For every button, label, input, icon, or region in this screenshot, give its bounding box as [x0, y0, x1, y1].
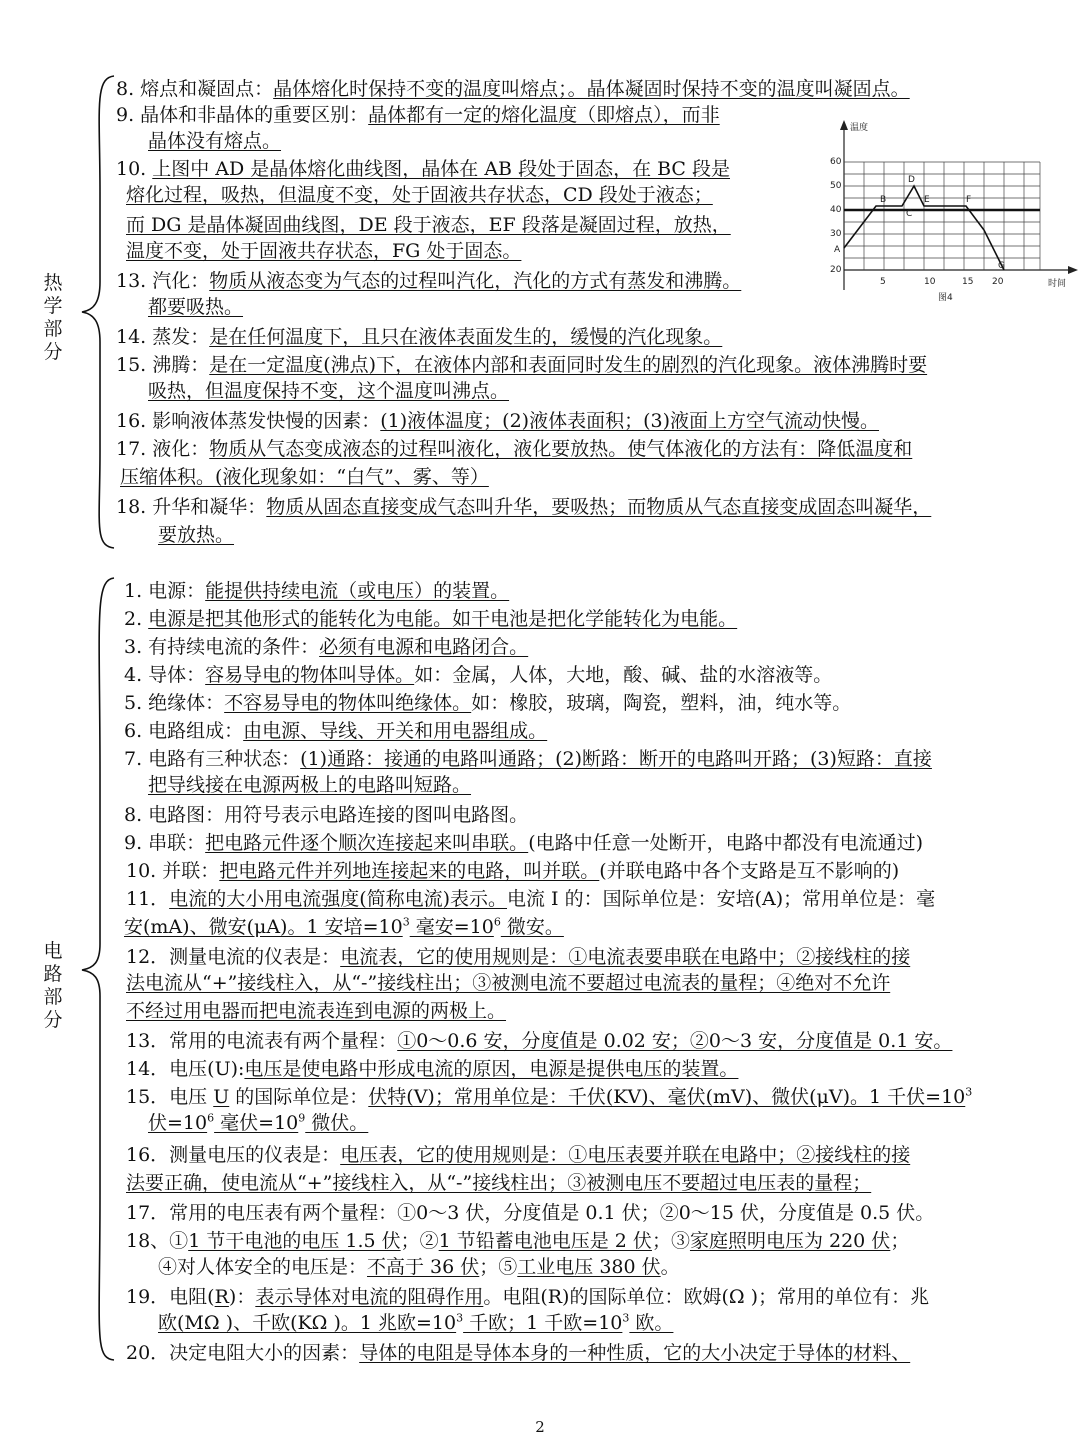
graph-y-tick: 50 [830, 181, 842, 191]
graph-caption: 图4 [938, 293, 953, 303]
text-line [124, 634, 528, 660]
text-line [124, 578, 509, 604]
graph-point-label: D [908, 175, 915, 185]
text-line [148, 294, 243, 320]
text-run: 微安。 [500, 916, 564, 938]
graph-y-tick: 40 [830, 205, 842, 215]
text-run: R [214, 1286, 229, 1308]
line-text: 电流 I 的：国际单位是：安培(A)；常用单位是：毫 [507, 888, 936, 910]
text-line [126, 212, 731, 238]
text-line [116, 268, 741, 294]
graph-point-label: F [966, 195, 972, 205]
line-label: 3. 有持续电流的条件： [124, 636, 320, 658]
line-underlined: 把导线接在电源两极上的电路叫短路。 [148, 774, 472, 796]
line-label: 2. [124, 608, 149, 630]
text-line [116, 494, 931, 520]
line-label: 20．决定电阻大小的因素： [126, 1342, 360, 1364]
line-underlined: 电压是使电路中形成电流的原因，电源是提供电压的装置。 [244, 1058, 739, 1080]
line-text: 如：橡胶，玻璃，陶瓷，塑料，油，纯水等。 [471, 692, 852, 714]
line-underlined: 导体的电阻是导体本身的一种性质，它的大小决定于导体的材料、 [359, 1342, 911, 1364]
text-run: 。电阻(R)的国际单位：欧姆(Ω )；常用的单位有：兆 [483, 1286, 930, 1308]
text-line [148, 378, 509, 404]
line-underlined: 不容易导电的物体叫绝缘体。 [224, 692, 472, 714]
line-underlined: 压缩体积。(液化现象如：“白气”、雾、等） [120, 466, 489, 488]
graph-y-tick: 60 [830, 157, 842, 167]
line-label: 13．常用的电流表有两个量程： [126, 1030, 398, 1052]
line-label: 16. 影响液体蒸发快慢的因素： [116, 410, 381, 432]
text-line [158, 1254, 680, 1280]
text-run: 伏=10 [148, 1112, 208, 1134]
line-underlined: 必须有电源和电路闭合。 [319, 636, 529, 658]
line-underlined: 吸热，但温度保持不变，这个温度叫沸点。 [148, 380, 510, 402]
thermal-side-label: 热 学 部 分 [43, 272, 63, 363]
graph-y-label: 温度 [850, 123, 869, 133]
line-text: (并联电路中各个支路是互不影响的) [599, 860, 900, 882]
line-text: 如：金属，人体，大地，酸、碱、盐的水溶液等。 [414, 664, 833, 686]
text-run: 15．电压 [126, 1086, 214, 1108]
line-underlined: 电流的大小用电流强度(简称电流)表示。 [169, 888, 508, 910]
text-run: U [213, 1086, 230, 1108]
line-underlined: (1)液体温度；(2)液体表面积；(3)液面上方空气流动快慢。 [380, 410, 880, 432]
text-run: 家庭照明电压为 220 伏 [689, 1230, 891, 1252]
line-underlined: 容易导电的物体叫导体。 [205, 664, 415, 686]
text-line [126, 1084, 972, 1110]
line-underlined: 电流表，它的使用规则是：①电流表要串联在电路中；②接线柱的接 [340, 946, 911, 968]
text-run: 伏特(V)；常用单位是：千伏(KV)、毫伏(mV)、微伏(μV)。1 千伏=10 [368, 1086, 966, 1108]
text-run: 的国际单位是： [229, 1086, 369, 1108]
text-line [124, 914, 564, 940]
text-run: 千欧；1 千欧=10 [463, 1312, 623, 1334]
text-line [116, 156, 730, 182]
text-line [126, 1228, 909, 1254]
graph-point-label: A [834, 245, 841, 255]
text-line [116, 352, 927, 378]
line-label: 8. 电路图：用符号表示电路连接的图叫电路图。 [124, 804, 529, 826]
text-line [126, 1170, 871, 1196]
line-underlined: 不经过用电器而把电流表连到电源的两极上。 [126, 1000, 507, 1022]
line-label: 9. 晶体和非晶体的重要区别： [116, 104, 369, 126]
text-run: 18、① [126, 1230, 189, 1252]
line-underlined: 电源是把其他形式的能转化为电能。如干电池是把化学能转化为电能。 [148, 608, 738, 630]
text-line [120, 464, 489, 490]
text-line [124, 662, 832, 688]
text-run: 工业电压 380 伏 [517, 1256, 661, 1278]
line-label: 10. [116, 158, 153, 180]
text-line [148, 772, 471, 798]
text-run: 1 节干电池的电压 1.5 伏 [188, 1230, 401, 1252]
graph-point-label: C [906, 209, 913, 219]
text-run: 安(mA)、微安(μA)。1 安培=10 [124, 916, 403, 938]
exponent: 3 [402, 915, 410, 929]
text-run: ；⑤ [479, 1256, 518, 1278]
graph-x-label: 时间 [1048, 279, 1067, 289]
text-line [126, 886, 935, 912]
melting-curve-graph [820, 118, 1080, 308]
line-label: 16．测量电压的仪表是： [126, 1144, 341, 1166]
text-line [116, 324, 722, 350]
exponent: 3 [456, 1311, 464, 1325]
text-line [126, 998, 506, 1024]
line-label: 14．电压(U): [126, 1058, 245, 1080]
line-label: 11． [126, 888, 170, 910]
exponent: 3 [622, 1311, 630, 1325]
graph-x-tick: 5 [880, 277, 886, 287]
text-line [148, 128, 281, 154]
text-run: )： [228, 1286, 256, 1308]
text-line [116, 102, 720, 128]
text-run: ④对人体安全的电压是： [158, 1256, 368, 1278]
circuit-brace [78, 574, 118, 1364]
text-line [126, 1340, 910, 1366]
text-run: 毫安=10 [409, 916, 494, 938]
line-underlined: 而 DG 是晶体凝固曲线图，DE 段于液态，EF 段落是凝固过程，放热， [126, 214, 731, 236]
thermal-brace [78, 72, 118, 552]
line-underlined: 熔化过程，吸热，但温度不变，处于固液共存状态，CD 段处于液态； [126, 184, 713, 206]
exponent: 3 [965, 1085, 973, 1099]
text-line [116, 408, 879, 434]
text-run: 19．电阻( [126, 1286, 215, 1308]
line-label: 13. 汽化： [116, 270, 210, 292]
line-underlined: 温度不变，处于固液共存状态，FG 处于固态。 [126, 240, 522, 262]
line-label: 18. 升华和凝华： [116, 496, 267, 518]
text-line [158, 522, 234, 548]
exponent: 6 [207, 1111, 215, 1125]
text-run: ；② [400, 1230, 439, 1252]
graph-point-label: E [924, 195, 930, 205]
text-line [126, 1142, 910, 1168]
line-underlined: 把电路元件逐个顺次连接起来叫串联。 [205, 832, 529, 854]
line-label: 6. 电路组成： [124, 720, 244, 742]
line-underlined: 电压表，它的使用规则是：①电压表要并联在电路中；②接线柱的接 [340, 1144, 911, 1166]
text-run: ；③ [651, 1230, 690, 1252]
text-run: ； [890, 1230, 910, 1252]
line-underlined: 法要正确，使电流从“+”接线柱入，从“-”接线柱出；③被测电压不要超过电压表的量程； [126, 1172, 872, 1194]
text-line [126, 858, 899, 884]
line-label: 4. 导体： [124, 664, 206, 686]
line-label: 7. 电路有三种状态： [124, 748, 301, 770]
text-line [124, 718, 547, 744]
graph-x-tick: 20 [992, 277, 1004, 287]
line-label: 5. 绝缘体： [124, 692, 225, 714]
text-line [126, 1284, 929, 1310]
text-run: 1 节铅蓄电池电压是 2 伏 [438, 1230, 652, 1252]
line-underlined: 由电源、导线、开关和用电器组成。 [243, 720, 548, 742]
text-line [116, 76, 910, 102]
text-run: 欧。 [629, 1312, 674, 1334]
text-line [116, 436, 912, 462]
text-line [126, 944, 910, 970]
line-underlined: 晶体都有一定的熔化温度（即熔点），而非 [368, 104, 720, 126]
line-underlined: (1)通路：接通的电路叫通路；(2)断路：断开的电路叫开路；(3)短路：直接 [300, 748, 932, 770]
page-number: 2 [535, 1418, 545, 1436]
text-line [124, 746, 932, 772]
text-line [126, 1056, 738, 1082]
line-label: 9. 串联： [124, 832, 206, 854]
line-label: 17．常用的电压表有两个量程：①0～3 伏，分度值是 0.1 伏；②0～15 伏，分度值是 0.5 伏。 [126, 1202, 935, 1224]
circuit-side-label: 电 路 部 分 [43, 940, 63, 1031]
text-run: 表示导体对电流的阻碍作用 [255, 1286, 484, 1308]
graph-y-tick: 30 [830, 229, 842, 239]
exponent: 9 [298, 1111, 306, 1125]
line-underlined: 上图中 AD 是晶体熔化曲线图，晶体在 AB 段处于固态，在 BC 段是 [152, 158, 730, 180]
exponent: 6 [493, 915, 501, 929]
text-run: 。 [660, 1256, 680, 1278]
text-line [124, 606, 737, 632]
text-line [158, 1310, 673, 1336]
line-label: 8. 熔点和凝固点： [116, 78, 274, 100]
line-underlined: 物质从固态直接变成气态叫升华，要吸热；而物质从气态直接变成固态叫凝华， [266, 496, 932, 518]
text-run: 不高于 36 伏 [367, 1256, 480, 1278]
text-line [148, 1110, 368, 1136]
text-run: 欧(MΩ )、千欧(KΩ )。1 兆欧=10 [158, 1312, 457, 1334]
line-label: 1. 电源： [124, 580, 206, 602]
graph-x-tick: 15 [962, 277, 974, 287]
line-underlined: 法电流从“+”接线柱入，从“-”接线柱出；③被测电流不要超过电流表的量程；④绝对不允许 [126, 972, 891, 994]
line-underlined: 都要吸热。 [148, 296, 244, 318]
line-text: (电路中任意一处断开，电路中都没有电流通过) [528, 832, 924, 854]
line-label: 12．测量电流的仪表是： [126, 946, 341, 968]
line-underlined: 物质从液态变为气态的过程叫汽化，汽化的方式有蒸发和沸腾。 [209, 270, 742, 292]
text-line [124, 830, 923, 856]
text-line [126, 238, 521, 264]
line-underlined: 把电路元件并列地连接起来的电路，叫并联。 [219, 860, 600, 882]
line-underlined: 晶体熔化时保持不变的温度叫熔点；。晶体凝固时保持不变的温度叫凝固点。 [273, 78, 910, 100]
text-line [124, 690, 851, 716]
graph-point-label: B [880, 195, 887, 205]
text-run: 毫伏=10 [214, 1112, 299, 1134]
line-label: 14. 蒸发： [116, 326, 210, 348]
line-underlined: 晶体没有熔点。 [148, 130, 282, 152]
text-line [126, 970, 890, 996]
text-line [126, 182, 713, 208]
line-underlined: 是在任何温度下，且只在液体表面发生的，缓慢的汽化现象。 [209, 326, 723, 348]
line-underlined: ①0～0.6 安，分度值是 0.02 安；②0～3 安，分度值是 0.1 安。 [397, 1030, 953, 1052]
text-line [124, 802, 528, 828]
line-label: 17. 液化： [116, 438, 210, 460]
line-underlined: 是在一定温度(沸点)下，在液体内部和表面同时发生的剧烈的汽化现象。液体沸腾时要 [209, 354, 928, 376]
line-label: 15. 沸腾： [116, 354, 210, 376]
line-label: 10. 并联： [126, 860, 220, 882]
graph-point-label: G [998, 261, 1005, 271]
graph-y-tick: 20 [830, 265, 842, 275]
text-line [126, 1200, 934, 1226]
line-underlined: 物质从气态变成液态的过程叫液化，液化要放热。使气体液化的方法有：降低温度和 [209, 438, 913, 460]
line-underlined: 能提供持续电流（或电压）的装置。 [205, 580, 510, 602]
line-underlined: 要放热。 [158, 524, 235, 546]
graph-x-tick: 10 [924, 277, 936, 287]
text-line [126, 1028, 952, 1054]
text-run: 微伏。 [305, 1112, 369, 1134]
